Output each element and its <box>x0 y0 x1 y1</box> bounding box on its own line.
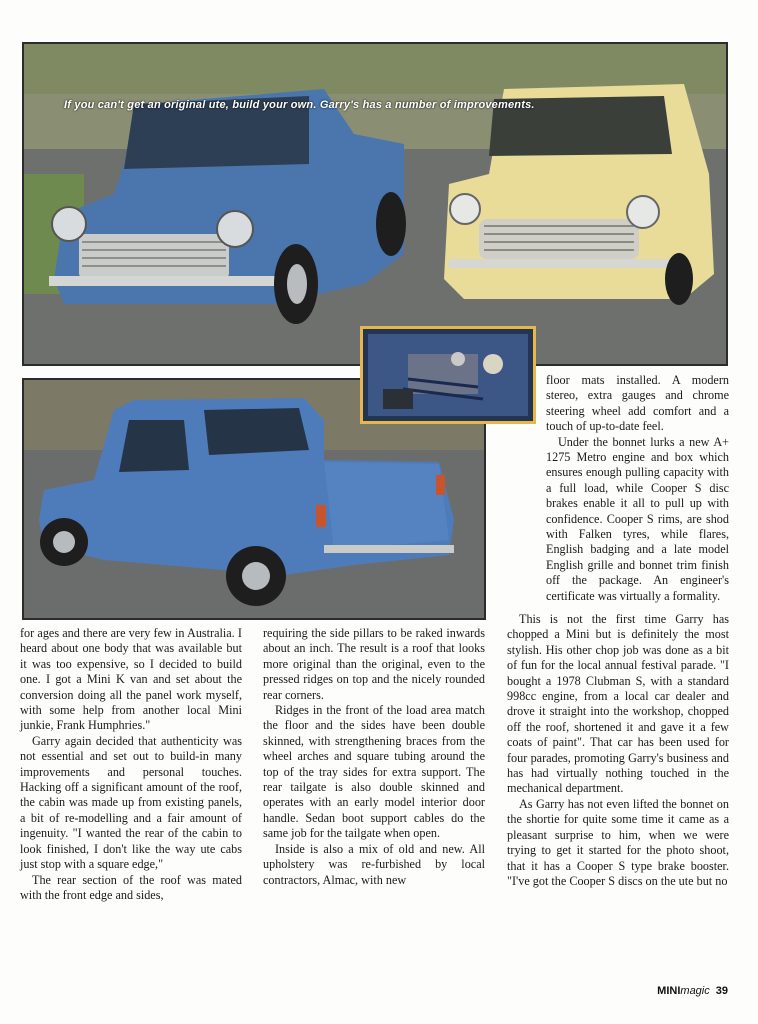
paragraph: This is not the first time Garry has chopped a Mini but is definitely the most stylish. His other chop job was done as a bit of fun for the local annual festival parade. "I bought a 1978 Clubman S, with a standard 998cc engine, from a local car dealer and drove it straight into the workshop, chopped off the roof, shortened it and gave it a few coats of paint". That car has been used for four parades, promoting Garry's business and has had virtually nothing touched in the mechanical department. <box>507 612 729 796</box>
photo-blue-ute-and-yellow-mini <box>22 42 728 366</box>
paragraph: Ridges in the front of the load area match the floor and the sides have been double skinned, with strengthening braces from the wheel arches and square tubing around the top of the tray sides for extra support. The rear tailgate is also double skinned and operates with an early model interior door handle. Sedan boot support cables do the same job for the tailgate when open. <box>263 703 485 841</box>
paragraph: Under the bonnet lurks a new A+ 1275 Metro engine and box which ensures enough pulling capacity with a full load, while Cooper S disc brakes enable it all to pull up with confidence. Cooper S rims, are shod with Falken tyres, while flares, English badging and a late model English grille and bonnet trim finish off the package. An engineer's certificate was virtually a formality. <box>546 434 729 603</box>
article-column-2 <box>263 626 485 888</box>
page-footer <box>657 985 728 997</box>
photo-engine-bay-inset <box>360 326 536 424</box>
paragraph: floor mats installed. A modern stereo, extra gauges and chrome steering wheel add comfort and a touch of up-to-date feel. <box>546 373 729 434</box>
page-number: 39 <box>715 985 728 997</box>
brand-bold: MINI <box>657 985 681 997</box>
brand-italic: magic <box>680 985 710 997</box>
magazine-brand <box>657 985 710 997</box>
paragraph: Inside is also a mix of old and new. All upholstery was re-furbished by local contractors, Almac, with new <box>263 841 485 887</box>
article-column-3 <box>507 612 729 889</box>
paragraph: requiring the side pillars to be raked inwards about an inch. The result is a roof that looks more original than the original, even to the pressed ridges on top and the nicely rounded rear corners. <box>263 626 485 702</box>
photo-caption: If you can't get an original ute, build your own. Garry's has a number of improvements. <box>64 99 535 111</box>
article-column-1 <box>20 626 242 903</box>
paragraph: for ages and there are very few in Australia. I heard about one body that was available but it was too expensive, so I decided to build one. I got a Mini K van and set about the conversion doing all the panel work myself, with some help from another local Mini junkie, Frank Humphries." <box>20 626 242 733</box>
article-column-3-top <box>546 373 729 604</box>
paragraph: As Garry has not even lifted the bonnet on the shortie for quite some time it came as a pleasant surprise to him, when we were trying to get it started for the photo shoot, that it has a Cooper S type brake booster. "I've got the Cooper S discs on the ute but no <box>507 796 729 888</box>
paragraph: Garry again decided that authenticity was not essential and set out to build-in many improvements and personal touches. Hacking off a significant amount of the roof, the cabin was made up from existing panels, a bit of re-modelling and a fair amount of ingenuity. "I wanted the rear of the cabin to look finished, I don't like the way ute cabs just stop with a square edge," <box>20 733 242 872</box>
paragraph: The rear section of the roof was mated with the front edge and sides, <box>20 872 242 902</box>
